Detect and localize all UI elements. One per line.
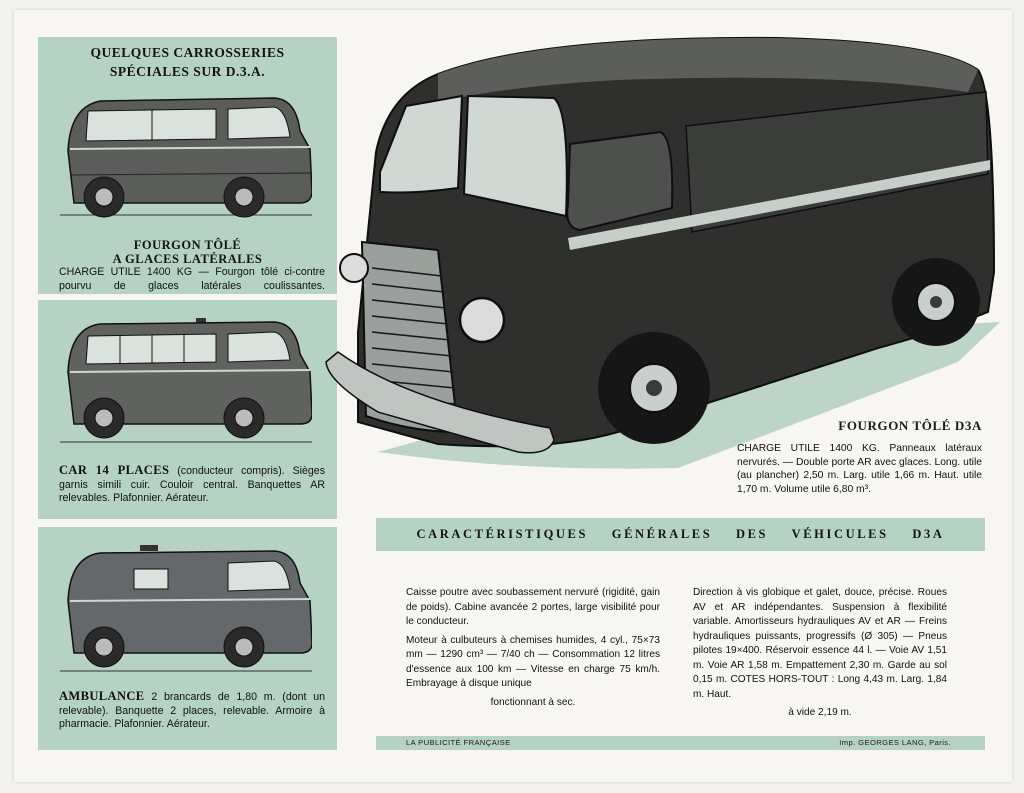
panel-ambulance [38,527,337,750]
printer-credit: Imp. GEORGES LANG, Paris. [839,738,951,747]
fourgon-glaces-title-line2: A GLACES LATÉRALES [112,252,263,266]
engine-paragraph-end: fonctionnant à sec. [490,696,576,708]
fourgon-glaces-caption: CHARGE UTILE 1400 KG — Fourgon tôlé ci-contre pourvu de glaces latérales coulissantes. [59,266,325,292]
characteristics-right-column [693,586,947,721]
car-14-places-title: CAR 14 PLACES [59,463,170,477]
car-14-places-caption [59,464,325,506]
ambulance-illustration [60,541,312,675]
steering-suspension-paragraph-end: à vide 2,19 m. [788,707,852,718]
body-chassis-paragraph: Caisse poutre avec soubassement nervuré (rigidité, gain de poids). Cabine avancée 2 portes, large visibilité pour le conducteur. [406,587,660,627]
special-bodies-heading-line1: QUELQUES CARROSSERIES [90,45,285,60]
ambulance-caption [59,690,325,732]
characteristics-left-column [406,586,660,710]
fourgon-glaces-title [38,238,337,266]
ambulance-title: AMBULANCE [59,689,145,703]
glazed-van-illustration [60,91,312,221]
characteristics-heading: CARACTÉRISTIQUES GÉNÉRALES DES VÉHICULES D3A [376,518,985,551]
main-van-illustration [318,32,1008,482]
car-14-places-text: (conducteur compris). Sièges garnis simili cuir. Couloir central. Banquettes AR relevables. Plafonnier. Aérateur. [59,465,325,505]
engine-paragraph: Moteur à culbuteurs à chemises humides, 4 cyl., 75×73 mm — 1290 cm³ — 7/40 ch — Consommation 12 litres d'essence aux 100 km — Vitesse en charge 75 km/h. Embrayage à disque unique [406,634,660,689]
footer-band [376,736,985,750]
bus-illustration [60,314,312,444]
steering-suspension-paragraph: Direction à vis globique et galet, douce, précise. Roues AV et AR indépendantes. Suspension à flexibilité variable. Amortisseurs hydrauliques AV et AR — Freins hydrauliques puissants, progressifs (Ø 305) — Pneus pilotes 19×400. Réservoir essence 44 l. — Voie AV 1,51 m. Voie AR 1,58 m. Empattement 2,30 m. Garde au sol 0,15 m. COTES HORS-TOUT : Long 4,43 m. Larg. 1,84 m. Haut. [693,587,947,700]
special-bodies-heading [38,43,337,81]
special-bodies-heading-line2: SPÉCIALES SUR D.3.A. [109,64,266,79]
publisher-credit: LA PUBLICITÉ FRANÇAISE [406,738,511,747]
main-van-description: CHARGE UTILE 1400 KG. Panneaux latéraux nervurés. — Double porte AR avec glaces. Long. utile (au plancher) 2,50 m. Larg. utile 1,66 m. Haut. utile 1,70 m. Volume utile 6,80 m³. [737,443,982,495]
panel-fourgon-glaces [38,37,337,294]
main-van-title: FOURGON TÔLÉ D3A [838,418,982,433]
fourgon-glaces-title-line1: FOURGON TÔLÉ [133,238,242,252]
ambulance-text: 2 brancards de 1,80 m. (dont un relevable). Banquette 2 places, relevable. Armoire à pharmacie. Plafonnier. Aérateur. [59,691,325,731]
panel-car-14-places [38,300,337,519]
